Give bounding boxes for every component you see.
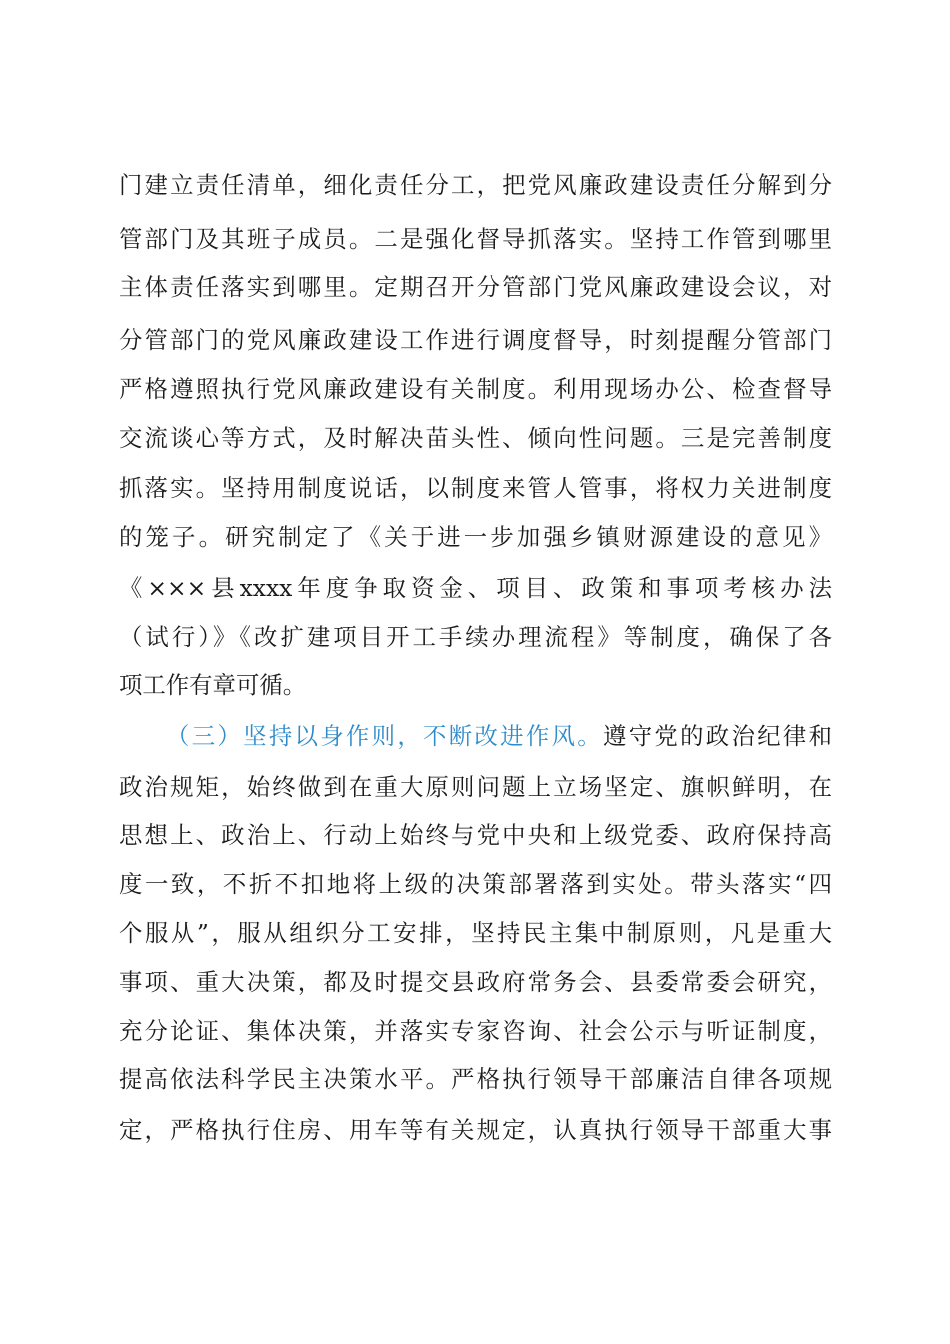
paragraph-line: 《×××县xxxx年度争取资金、项目、政策和事项考核办法 bbox=[119, 574, 832, 602]
paragraph-line: 事项、重大决策，都及时提交县政府常务会、县委常委会研究， bbox=[119, 968, 832, 996]
paragraph-line: 管部门及其班子成员。二是强化督导抓落实。坚持工作管到哪里 bbox=[119, 225, 832, 253]
paragraph-line: （试行）》《改扩建项目开工手续办理流程》等制度，确保了各 bbox=[119, 623, 832, 651]
paragraph-line: 的笼子。研究制定了《关于进一步加强乡镇财源建设的意见》 bbox=[119, 523, 832, 551]
paragraph-line: 度一致，不折不扣地将上级的决策部署落到实处。带头落实“四 bbox=[119, 870, 832, 898]
paragraph-line: 提高依法科学民主决策水平。严格执行领导干部廉洁自律各项规 bbox=[119, 1065, 832, 1093]
paragraph-line: 分管部门的党风廉政建设工作进行调度督导，时刻提醒分管部门 bbox=[119, 326, 832, 354]
paragraph-line: 主体责任落实到哪里。定期召开分管部门党风廉政建设会议，对 bbox=[119, 273, 832, 301]
section-text: 遵守党的政治纪律和 bbox=[602, 722, 833, 750]
paragraph-line: 政治规矩，始终做到在重大原则问题上立场坚定、旗帜鲜明，在 bbox=[119, 773, 832, 801]
paragraph-line: 交流谈心等方式，及时解决苗头性、倾向性问题。三是完善制度 bbox=[119, 424, 832, 452]
paragraph-line: 充分论证、集体决策，并落实专家咨询、社会公示与听证制度， bbox=[119, 1017, 832, 1045]
paragraph-line: 门建立责任清单，细化责任分工，把党风廉政建设责任分解到分 bbox=[119, 171, 832, 199]
paragraph-line: 严格遵照执行党风廉政建设有关制度。利用现场办公、检查督导 bbox=[119, 375, 832, 403]
section-heading: （三）坚持以身作则，不断改进作风。 bbox=[166, 722, 603, 750]
paragraph-line: 项工作有章可循。 bbox=[119, 671, 307, 699]
paragraph-line: 抓落实。坚持用制度说话，以制度来管人管事，将权力关进制度 bbox=[119, 474, 832, 502]
section-heading-line bbox=[166, 716, 832, 756]
paragraph-line: 定，严格执行住房、用车等有关规定，认真执行领导干部重大事 bbox=[119, 1116, 832, 1144]
paragraph-line: 个服从”，服从组织分工安排，坚持民主集中制原则，凡是重大 bbox=[119, 919, 832, 947]
paragraph-line: 思想上、政治上、行动上始终与党中央和上级党委、政府保持高 bbox=[119, 821, 832, 849]
